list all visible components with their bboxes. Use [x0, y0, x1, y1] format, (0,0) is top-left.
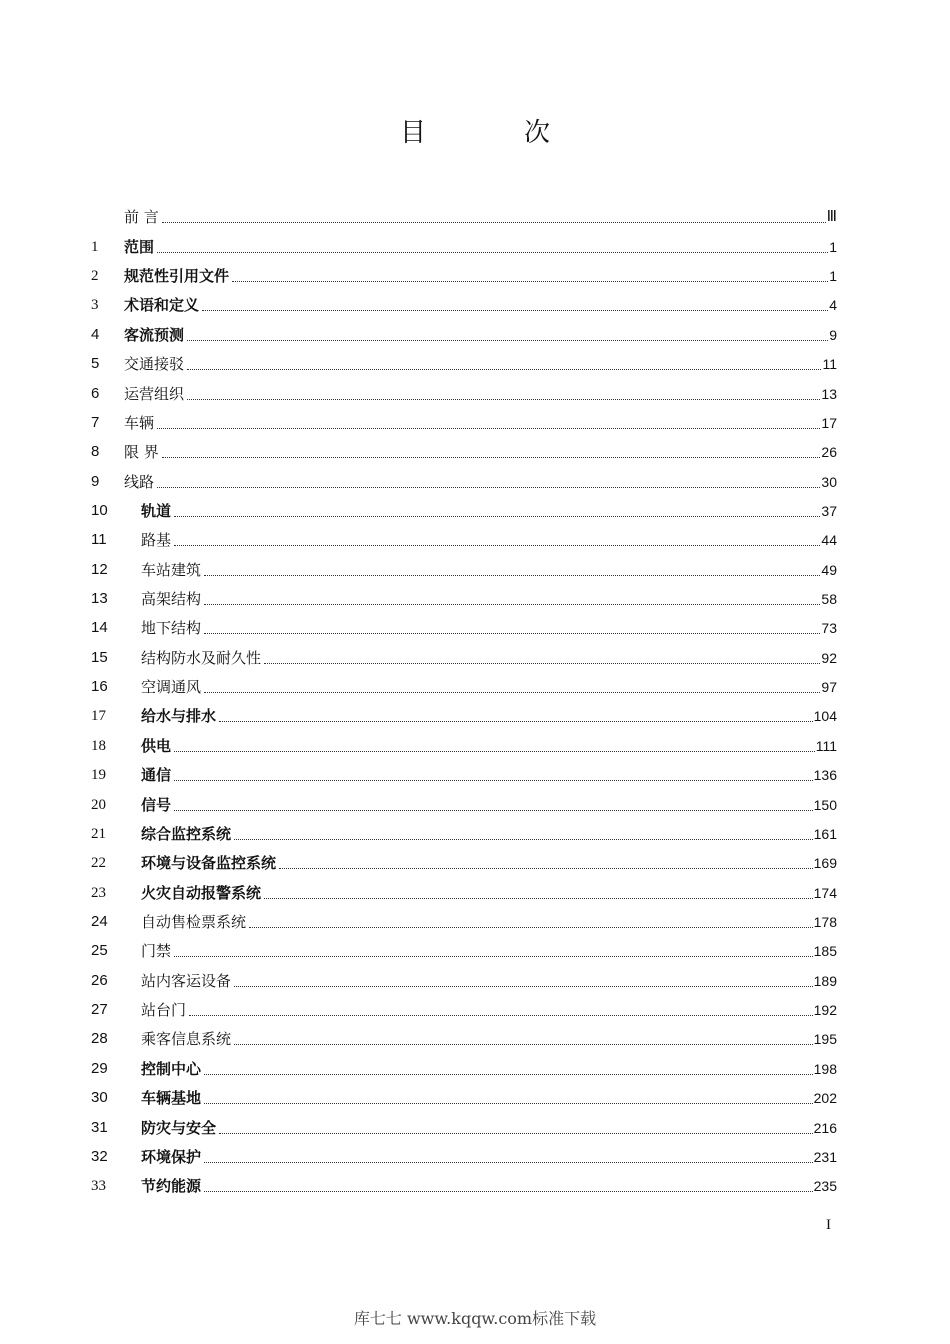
toc-entry-number: 2 [91, 268, 99, 285]
toc-entry-title: 运营组织 [124, 384, 185, 403]
toc-entry-title: 客流预测 [124, 325, 185, 344]
toc-entry[interactable] [91, 549, 837, 578]
toc-entry-page: 73 [821, 620, 837, 637]
toc-entry-number: 32 [91, 1147, 108, 1165]
toc-entry-title: 乘客信息系统 [141, 1030, 232, 1049]
toc-entry-number: 17 [91, 708, 106, 725]
toc-entry[interactable] [91, 1078, 837, 1107]
toc-leader-dots [187, 339, 828, 341]
toc-entry-page: 111 [815, 737, 837, 754]
toc-entry-title: 综合监控系统 [141, 824, 232, 843]
toc-entry-title: 站内客运设备 [141, 971, 232, 990]
toc-entry-number: 26 [91, 971, 108, 989]
toc-leader-dots [279, 867, 813, 869]
footer-watermark-text: 库七七 www.kqqw.com标准下载 [353, 1309, 597, 1328]
toc-entry[interactable] [91, 960, 837, 989]
toc-entry-number: 28 [91, 1030, 108, 1048]
toc-leader-dots [174, 544, 820, 546]
toc-leader-dots [234, 985, 813, 987]
toc-entry[interactable] [91, 637, 837, 666]
toc-leader-dots [157, 427, 820, 429]
toc-entry-title: 通信 [141, 766, 172, 785]
toc-entry-page: 97 [821, 679, 837, 696]
toc-entry-number: 9 [91, 472, 100, 490]
toc-entry[interactable] [91, 931, 837, 960]
toc-entry-page: 49 [821, 561, 837, 578]
toc-leader-dots [232, 280, 828, 282]
toc-entry-title: 规范性引用文件 [124, 267, 230, 286]
toc-entry-page: 11 [822, 356, 837, 373]
toc-leader-dots [162, 221, 826, 223]
toc-leader-dots [157, 251, 828, 253]
toc-entry-title: 高架结构 [141, 590, 202, 609]
toc-leader-dots [204, 603, 820, 605]
toc-entry-page: 9 [829, 326, 837, 343]
toc-entry[interactable] [91, 403, 837, 432]
toc-entry-number: 19 [91, 767, 106, 784]
toc-entry[interactable] [91, 197, 837, 226]
toc-entry-page: 13 [821, 385, 837, 402]
table-of-contents [91, 197, 837, 1195]
toc-entry[interactable] [91, 843, 837, 872]
toc-entry[interactable] [91, 344, 837, 373]
toc-entry[interactable] [91, 1166, 837, 1195]
toc-entry-page: 37 [821, 502, 837, 519]
toc-entry-page: 4 [829, 297, 837, 314]
toc-entry-title: 空调通风 [141, 678, 202, 697]
toc-entry[interactable] [91, 872, 837, 901]
toc-leader-dots [204, 632, 820, 634]
toc-entry-page: 178 [813, 913, 837, 930]
toc-entry-title: 范围 [124, 237, 155, 256]
toc-leader-dots [174, 779, 813, 781]
toc-entry-page: 216 [813, 1119, 837, 1136]
toc-entry-number: 5 [91, 355, 100, 373]
toc-entry-page: 44 [821, 532, 837, 549]
toc-leader-dots [204, 1073, 813, 1075]
toc-entry[interactable] [91, 520, 837, 549]
toc-entry-title: 路基 [141, 531, 172, 550]
toc-entry-page: 169 [813, 855, 837, 872]
toc-entry-number: 23 [91, 884, 106, 901]
toc-entry-title: 给水与排水 [141, 707, 217, 726]
toc-entry-number: 14 [91, 619, 108, 637]
toc-entry-number: 4 [91, 325, 100, 343]
toc-entry[interactable] [91, 314, 837, 343]
toc-leader-dots [174, 750, 815, 752]
toc-entry-title: 门禁 [141, 942, 172, 961]
toc-leader-dots [249, 926, 813, 928]
toc-entry-title: 控制中心 [141, 1059, 202, 1078]
toc-leader-dots [234, 1043, 813, 1045]
toc-entry-title: 环境保护 [141, 1147, 202, 1166]
toc-entry-title: 结构防水及耐久性 [141, 648, 262, 667]
toc-entry[interactable] [91, 814, 837, 843]
toc-leader-dots [157, 486, 820, 488]
toc-leader-dots [202, 309, 828, 311]
toc-leader-dots [264, 662, 820, 664]
toc-entry-number: 11 [91, 531, 107, 549]
toc-entry-number: 22 [91, 855, 106, 872]
toc-entry-number: 25 [91, 942, 108, 960]
toc-leader-dots [219, 1132, 813, 1134]
toc-entry-title: 轨道 [141, 501, 172, 520]
toc-entry-number: 13 [91, 590, 108, 608]
toc-entry-number: 31 [91, 1118, 108, 1136]
toc-entry[interactable] [91, 784, 837, 813]
toc-entry-number: 18 [91, 737, 106, 754]
toc-leader-dots [204, 1190, 813, 1192]
toc-entry[interactable] [91, 1137, 837, 1166]
toc-entry-page: 1 [829, 268, 837, 285]
toc-entry-page: 136 [813, 767, 837, 784]
toc-entry-page: 235 [813, 1178, 837, 1195]
toc-entry-title: 环境与设备监控系统 [141, 854, 277, 873]
toc-entry-page: 189 [813, 972, 837, 989]
toc-entry-page: 192 [813, 1002, 837, 1019]
toc-entry[interactable] [91, 226, 837, 255]
toc-entry-number: 21 [91, 825, 106, 842]
toc-leader-dots [204, 1161, 813, 1163]
toc-entry[interactable] [91, 1107, 837, 1136]
toc-entry-number: 6 [91, 384, 100, 402]
toc-leader-dots [174, 955, 813, 957]
toc-entry-number: 16 [91, 678, 108, 696]
toc-entry-page: 198 [813, 1060, 837, 1077]
toc-entry-number: 24 [91, 912, 108, 930]
toc-entry-title: 线路 [124, 472, 155, 491]
toc-entry-page: 104 [813, 708, 837, 725]
toc-entry[interactable] [91, 667, 837, 696]
toc-entry-title: 车辆 [124, 413, 155, 432]
toc-entry-title: 术语和定义 [124, 296, 200, 315]
toc-entry-title: 火灾自动报警系统 [141, 883, 262, 902]
toc-entry[interactable] [91, 608, 837, 637]
toc-entry-number: 10 [91, 501, 108, 519]
toc-entry-page: 202 [813, 1090, 837, 1107]
toc-entry-number: 8 [91, 443, 100, 461]
toc-entry[interactable] [91, 725, 837, 754]
toc-entry-number: 27 [91, 1001, 108, 1019]
toc-entry-title: 供电 [141, 736, 172, 755]
toc-entry-title: 限 界 [124, 443, 159, 462]
toc-entry-page: 1 [829, 238, 837, 255]
toc-entry[interactable] [91, 373, 837, 402]
toc-entry[interactable] [91, 902, 837, 931]
toc-entry-number: 12 [91, 560, 108, 578]
toc-entry[interactable] [91, 755, 837, 784]
toc-entry-page: 174 [813, 884, 837, 901]
toc-entry[interactable] [91, 1048, 837, 1077]
toc-entry-page: 17 [821, 414, 837, 431]
toc-entry[interactable] [91, 432, 837, 461]
page-folio: I [826, 1217, 831, 1233]
toc-leader-dots [187, 368, 821, 370]
toc-entry-page: 161 [813, 825, 837, 842]
page-title: 目 次 [399, 118, 586, 148]
toc-leader-dots [204, 1102, 813, 1104]
toc-leader-dots [264, 897, 813, 899]
toc-entry-number: 3 [91, 297, 99, 314]
toc-entry-number: 7 [91, 413, 100, 431]
toc-leader-dots [204, 574, 820, 576]
toc-leader-dots [174, 809, 813, 811]
toc-leader-dots [174, 515, 820, 517]
toc-entry[interactable] [91, 579, 837, 608]
toc-entry-title: 前 言 [124, 208, 159, 227]
toc-entry-number: 15 [91, 648, 108, 666]
toc-entry-title: 防灾与安全 [141, 1118, 217, 1137]
toc-entry[interactable] [91, 491, 837, 520]
toc-entry-title: 交通接驳 [124, 355, 185, 374]
toc-entry-page: 195 [813, 1031, 837, 1048]
toc-entry-title: 地下结构 [141, 619, 202, 638]
toc-entry-title: 自动售检票系统 [141, 912, 247, 931]
toc-entry-page: 92 [821, 649, 837, 666]
toc-entry-title: 车辆基地 [141, 1089, 202, 1108]
toc-entry-page: 231 [813, 1148, 837, 1165]
toc-entry-title: 车站建筑 [141, 560, 202, 579]
toc-leader-dots [187, 398, 820, 400]
toc-entry[interactable] [91, 285, 837, 314]
toc-entry[interactable] [91, 990, 837, 1019]
toc-entry[interactable] [91, 696, 837, 725]
toc-entry[interactable] [91, 461, 837, 490]
toc-entry-title: 节约能源 [141, 1177, 202, 1196]
toc-entry-title: 信号 [141, 795, 172, 814]
toc-entry[interactable] [91, 256, 837, 285]
toc-leader-dots [219, 720, 813, 722]
toc-entry-page: Ⅲ [826, 209, 837, 226]
toc-entry-page: 185 [813, 943, 837, 960]
toc-leader-dots [204, 691, 820, 693]
toc-entry-page: 26 [821, 444, 837, 461]
toc-leader-dots [234, 838, 813, 840]
toc-entry-number: 1 [91, 238, 99, 255]
toc-entry-title: 站台门 [141, 1001, 187, 1020]
toc-entry-page: 150 [813, 796, 837, 813]
toc-leader-dots [162, 456, 821, 458]
toc-entry-number: 29 [91, 1059, 108, 1077]
toc-entry-number: 33 [91, 1178, 106, 1195]
toc-entry-page: 58 [821, 591, 837, 608]
toc-leader-dots [189, 1014, 813, 1016]
toc-entry[interactable] [91, 1019, 837, 1048]
toc-entry-number: 20 [91, 796, 106, 813]
toc-entry-number: 30 [91, 1089, 108, 1107]
toc-entry-page: 30 [821, 473, 837, 490]
